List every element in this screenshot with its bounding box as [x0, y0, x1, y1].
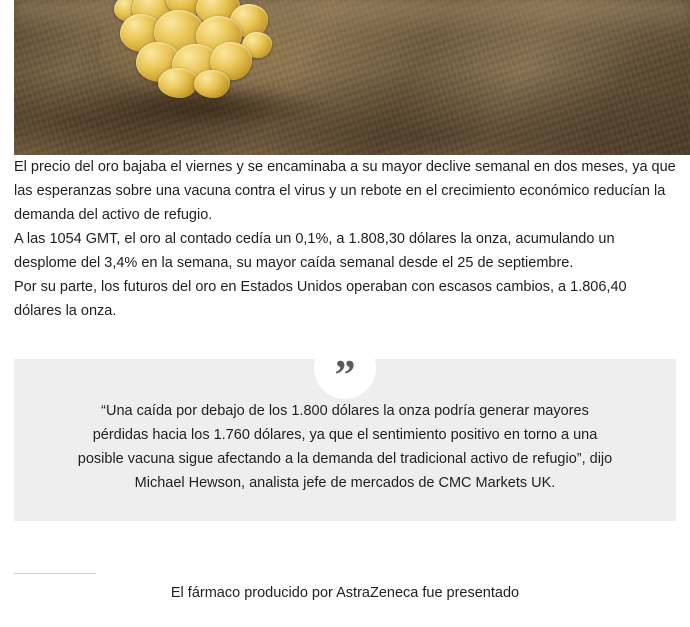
- article-paragraph: El precio del oro bajaba el viernes y se encaminaba a su mayor declive semanal en dos meses, ya que las esperanzas sobre una vacuna contra el virus y un rebote en el crecimiento económico reducían la demanda del activo de refugio.: [14, 159, 676, 223]
- image-caption: El fármaco producido por AstraZeneca fue presentado: [170, 585, 520, 601]
- article-paragraph: A las 1054 GMT, el oro al contado cedía un 0,1%, a 1.808,30 dólares la onza, acumulando un desplome del 3,4% en la semana, su mayor caída semanal desde el 25 de septiembre.: [14, 231, 615, 271]
- divider: [14, 573, 96, 574]
- pull-quote: [14, 353, 676, 521]
- quotation-mark-glyph: ”: [334, 353, 356, 399]
- hero-image: [14, 0, 690, 155]
- quotation-mark-icon: [314, 337, 376, 399]
- article-paragraph: Por su parte, los futuros del oro en Estados Unidos operaban con escasos cambios, a 1.806,40 dólares la onza.: [14, 279, 627, 319]
- pull-quote-text: “Una caída por debajo de los 1.800 dólares la onza podría generar mayores pérdidas hacia los 1.760 dólares, ya que el sentimiento positivo en torno a una posible vacuna sigue afectando a la demanda del tradicional activo de refugio”, dijo Michael Hewson, analista jefe de mercados de CMC Markets UK.: [77, 403, 613, 491]
- article-body: [0, 155, 690, 323]
- lower-section: [0, 555, 690, 619]
- gold-glow: [100, 0, 320, 100]
